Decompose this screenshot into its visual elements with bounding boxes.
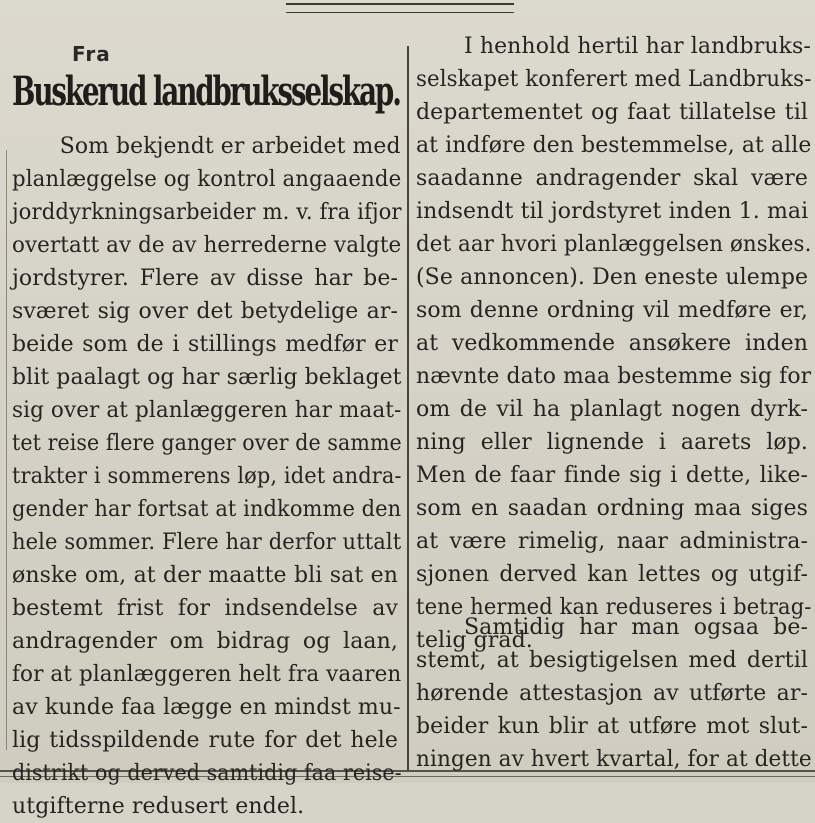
text-line: sværet sig over det betydelige ar- [12, 299, 398, 324]
text-line: utgifterne redusert endel. [12, 794, 305, 819]
text-line: (Se annoncen). Den eneste ulempe [416, 265, 809, 290]
article-headline: Buskerud landbruksselskap. [12, 68, 400, 115]
article-kicker: Fra [72, 42, 111, 66]
text-line: jorddyrkningsarbeider m. v. fra ifjor [12, 200, 402, 225]
text-line: om de vil ha planlagt nogen dyrk- [416, 397, 808, 422]
text-line: lig tidsspildende rute for det hele [12, 728, 398, 753]
text-line: andragender om bidrag og laan, [12, 629, 398, 654]
text-line: som denne ordning vil medføre er, [416, 298, 808, 323]
text-line: ningen av hvert kvartal, for at dette [416, 747, 812, 772]
text-line: hørende attestasjon av utførte ar- [416, 681, 808, 706]
text-line: departementet og faat tillatelse til [416, 100, 808, 125]
text-line: beider kun blir at utføre mot slut- [416, 714, 808, 739]
text-line: bestemt frist for indsendelse av [12, 596, 398, 621]
left-paragraph [12, 130, 402, 823]
text-line: nævnte dato maa bestemme sig for [416, 364, 812, 389]
text-line: at vedkommende ansøkere inden [416, 331, 808, 356]
text-line: saadanne andragender skal være [416, 166, 808, 191]
text-line: hele sommer. Flere har derfor uttalt [12, 530, 402, 555]
text-line: Samtidig har man ogsaa be- [464, 615, 808, 640]
text-line: Men de faar finde sig i dette, like- [416, 463, 808, 488]
text-line: telig grad. [416, 628, 533, 653]
text-line: av kunde faa lægge en mindst mu- [12, 695, 401, 720]
text-line: selskapet konferert med Landbruks- [416, 67, 812, 92]
text-line: at være rimelig, naar administra- [416, 529, 808, 554]
text-line: gender har fortsat at indkomme den [12, 497, 402, 522]
right-paragraph-2 [416, 611, 812, 776]
text-line: stemt, at besigtigelsen med dertil [416, 648, 808, 673]
text-line: for at planlæggeren helt fra vaaren [12, 662, 402, 687]
top-ornament-rule [286, 3, 514, 13]
text-line: at indføre den bestemmelse, at alle [416, 133, 812, 158]
text-line: Som bekjendt er arbeidet med [59, 134, 401, 159]
text-line: distrikt og derved samtidig faa reise- [12, 761, 402, 786]
column-divider [407, 46, 409, 770]
text-line: indsendt til jordstyret inden 1. mai [416, 199, 809, 224]
right-paragraph-1 [416, 30, 812, 657]
left-column-edge [6, 150, 7, 750]
text-line: jordstyrer. Flere av disse har be- [12, 266, 398, 291]
text-line: beide som de i stillings medfør er [12, 332, 398, 357]
text-line: sig over at planlæggeren har maat- [12, 398, 402, 423]
text-line: tene hermed kan reduseres i betrag- [416, 595, 812, 620]
text-line: ning eller lignende i aarets løp. [416, 430, 808, 455]
text-line: sjonen derved kan lettes og utgif- [416, 562, 808, 587]
text-line: som en saadan ordning maa siges [416, 496, 808, 521]
text-line: blit paalagt og har særlig beklaget [12, 365, 402, 390]
text-line: ønske om, at der maatte bli sat en [12, 563, 398, 588]
text-line: trakter i sommerens løp, idet andra- [12, 464, 402, 489]
text-line: I henhold hertil har landbruks- [463, 34, 811, 59]
text-line: overtatt av de av herrederne valgte [12, 233, 402, 258]
text-line: planlæggelse og kontrol angaaende [12, 167, 402, 192]
text-line: det aar hvori planlæggelsen ønskes. [416, 232, 812, 257]
text-line: tet reise flere ganger over de samme [12, 431, 402, 456]
